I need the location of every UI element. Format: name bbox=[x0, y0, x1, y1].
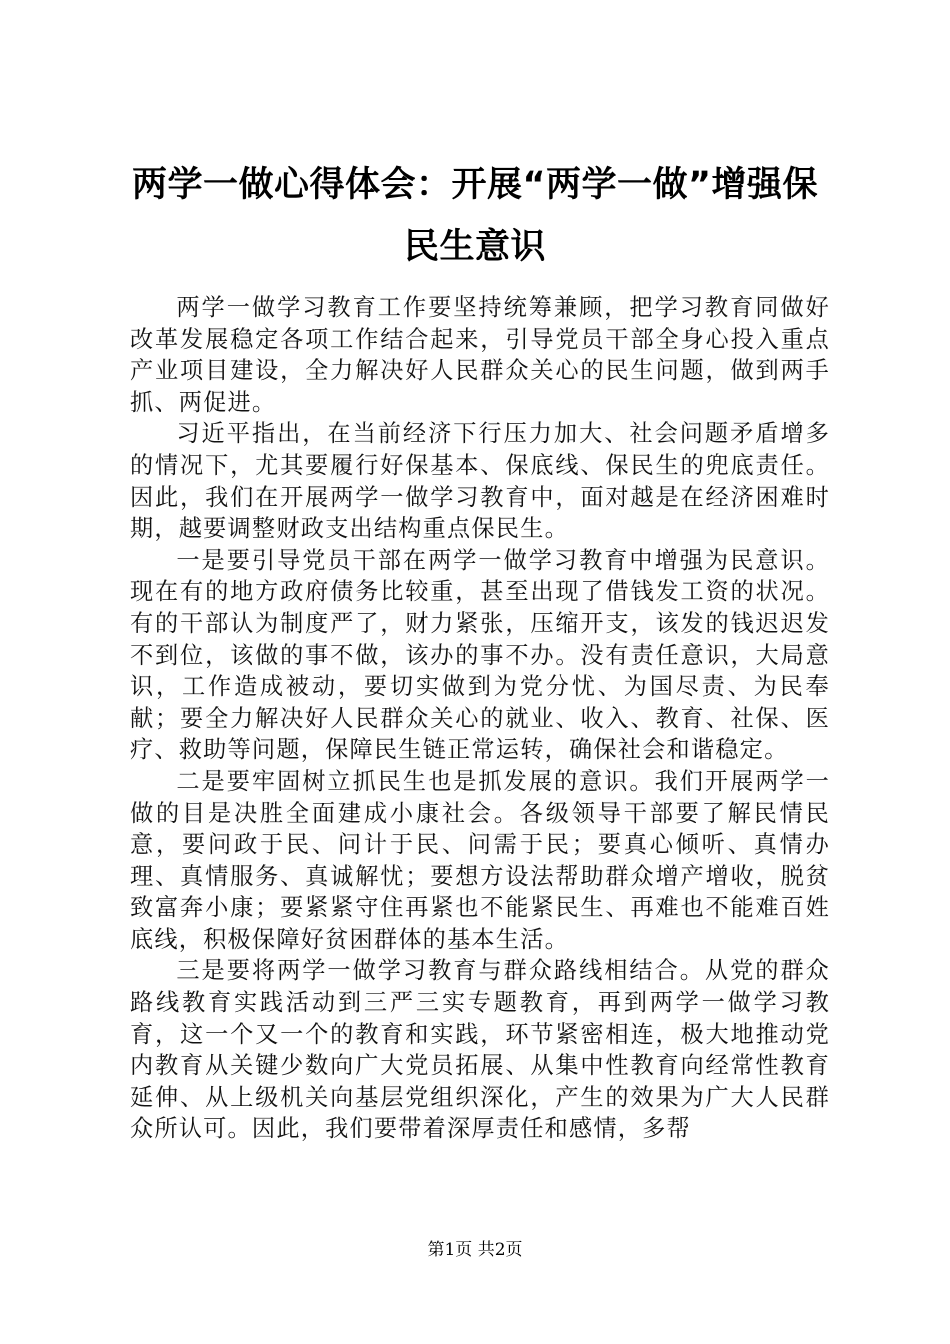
paragraph-1: 两学一做学习教育工作要坚持统筹兼顾，把学习教育同做好改革发展稳定各项工作结合起来，引导党员干部全身心投入重点产业项目建设，全力解决好人民群众关心的民生问题，做到两手抓、两促进。 bbox=[130, 294, 830, 416]
paragraph-2: 习近平指出，在当前经济下行压力加大、社会问题矛盾增多的情况下，尤其要履行好保基本、保底线、保民生的兜底责任。因此，我们在开展两学一做学习教育中，面对越是在经济困难时期，越要调整财政支出结构重点保民生。 bbox=[130, 420, 830, 543]
paragraph-3: 一是要引导党员干部在两学一做学习教育中增强为民意识。现在有的地方政府债务比较重，甚至出现了借钱发工资的状况。有的干部认为制度严了，财力紧张，压缩开支，该发的钱迟迟发不到位，该做的事不做，该办的事不办。没有责任意识，大局意识，工作造成被动，要切实做到为党分忧、为国尽责、为民奉献；要全力解决好人民群众关心的就业、收入、教育、社保、医疗、救助等问题，保障民生链正常运转，确保社会和谐稳定。 bbox=[130, 546, 830, 764]
page-number-footer: 第1页 共2页 bbox=[427, 1240, 523, 1260]
paragraph-4: 二是要牢固树立抓民生也是抓发展的意识。我们开展两学一做的目是决胜全面建成小康社会。各级领导干部要了解民情民意，要问政于民、问计于民、问需于民；要真心倾听、真情办理、真情服务、真诚解忧；要想方设法帮助群众增产增收，脱贫致富奔小康；要紧紧守住再紧也不能紧民生、再难也不能难百姓底线，积极保障好贫困群体的基本生活。 bbox=[130, 767, 830, 953]
document-body bbox=[130, 292, 830, 1145]
document-title: 两学一做心得体会：开展“两学一做”增强保民生意识 bbox=[131, 165, 818, 267]
paragraph-5: 三是要将两学一做学习教育与群众路线相结合。从党的群众路线教育实践活动到三严三实专题教育，再到两学一做学习教育，这一个又一个的教育和实践，环节紧密相连，极大地推动党内教育从关键少数向广大党员拓展、从集中性教育向经常性教育延伸、从上级机关向基层党组织深化，产生的效果为广大人民群众所认可。因此，我们要带着深厚责任和感情，多帮 bbox=[130, 957, 830, 1143]
